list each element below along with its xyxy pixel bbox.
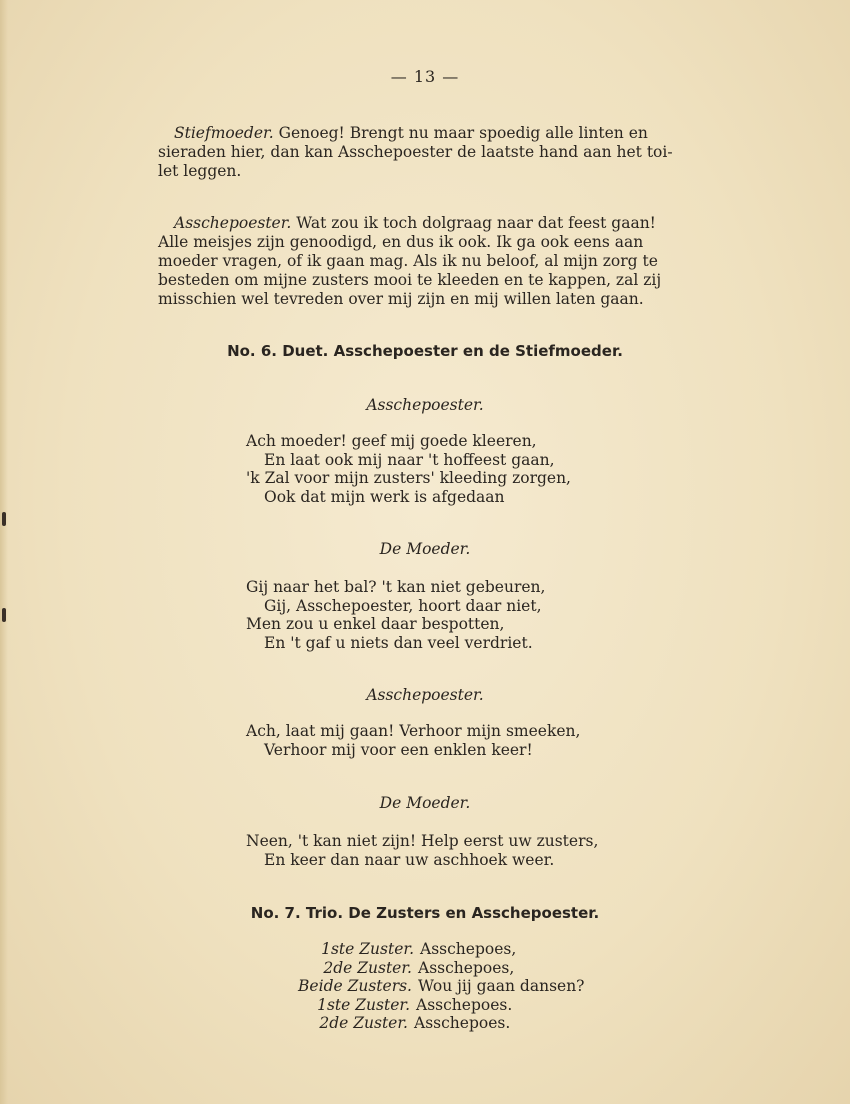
page-number: — 13 — bbox=[390, 67, 460, 86]
trio-row bbox=[270, 1014, 670, 1033]
verse-line: Ach, laat mij gaan! Verhoor mijn smeeken, bbox=[246, 722, 581, 740]
binding-mark bbox=[2, 608, 6, 622]
verse-stanza bbox=[246, 578, 666, 652]
verse-line: Ook dat mijn werk is afgedaan bbox=[264, 487, 505, 506]
trio-lines bbox=[270, 940, 670, 1033]
binding-mark bbox=[2, 512, 6, 526]
verse-line: Verhoor mij voor een enklen keer! bbox=[264, 740, 533, 759]
paragraph-text: Wat zou ik toch dolgraag naar dat feest gaan! bbox=[291, 214, 656, 232]
trio-role: 2de Zuster. bbox=[323, 958, 412, 977]
verse-line: Men zou u enkel daar bespotten, bbox=[246, 615, 505, 633]
trio-role: 2de Zuster. bbox=[319, 1014, 408, 1032]
paragraph-line: besteden om mijne zusters mooi te kleeden en te kappen, zal zij bbox=[158, 271, 662, 289]
trio-text: Asschepoes, bbox=[418, 958, 515, 977]
paragraph-line bbox=[158, 214, 748, 233]
verse-line: Gij, Asschepoester, hoort daar niet, bbox=[264, 596, 542, 615]
dialogue-paragraph bbox=[158, 214, 748, 309]
paragraph-text: Genoeg! Brengt nu maar spoedig alle linten en bbox=[273, 124, 648, 142]
trio-text: Asschepoes. bbox=[416, 995, 513, 1014]
trio-text: Asschepoes, bbox=[420, 940, 517, 958]
paragraph-line: misschien wel tevreden over mij zijn en mij willen laten gaan. bbox=[158, 290, 644, 308]
trio-text: Wou jij gaan dansen? bbox=[418, 977, 585, 995]
verse-line: Ach moeder! geef mij goede kleeren, bbox=[246, 432, 537, 450]
stanza-speaker: De Moeder. bbox=[379, 794, 471, 812]
stanza-speaker: Asschepoester. bbox=[366, 686, 484, 704]
paragraph-line: moeder vragen, of ik gaan mag. Als ik nu beloof, al mijn zorg te bbox=[158, 252, 658, 270]
trio-role: 1ste Zuster. bbox=[321, 940, 414, 958]
verse-line: En 't gaf u niets dan veel verdriet. bbox=[264, 633, 533, 652]
verse-line: En laat ook mij naar 't hoffeest gaan, bbox=[264, 450, 555, 469]
stanza-speaker: Asschepoester. bbox=[366, 396, 484, 414]
dialogue-paragraph bbox=[158, 124, 748, 181]
verse-line: Neen, 't kan niet zijn! Help eerst uw zusters, bbox=[246, 832, 599, 850]
verse-line: 'k Zal voor mijn zusters' kleeding zorgen, bbox=[246, 469, 571, 487]
trio-row bbox=[270, 959, 670, 978]
paragraph-line bbox=[158, 124, 748, 143]
speaker-name: Asschepoester. bbox=[174, 214, 292, 232]
verse-stanza bbox=[246, 722, 666, 759]
trio-row bbox=[270, 977, 670, 996]
trio-row bbox=[270, 940, 670, 959]
paragraph-line: sieraden hier, dan kan Asschepoester de laatste hand aan het toi- bbox=[158, 143, 673, 161]
section-heading-trio: No. 7. Trio. De Zusters en Asschepoester. bbox=[250, 904, 600, 922]
speaker-name: Stiefmoeder. bbox=[174, 124, 274, 142]
stanza-speaker: De Moeder. bbox=[379, 540, 471, 558]
trio-role: Beide Zusters. bbox=[298, 977, 412, 995]
paragraph-line: let leggen. bbox=[158, 162, 242, 180]
trio-text: Asschepoes. bbox=[414, 1014, 511, 1032]
trio-role: 1ste Zuster. bbox=[317, 995, 410, 1014]
trio-row bbox=[270, 996, 670, 1015]
verse-line: En keer dan naar uw aschhoek weer. bbox=[264, 850, 555, 869]
verse-stanza bbox=[246, 832, 666, 869]
verse-stanza bbox=[246, 432, 666, 506]
paragraph-line: Alle meisjes zijn genoodigd, en dus ik ook. Ik ga ook eens aan bbox=[158, 233, 644, 251]
verse-line: Gij naar het bal? 't kan niet gebeuren, bbox=[246, 578, 546, 596]
section-heading-duet: No. 6. Duet. Asschepoester en de Stiefmoeder. bbox=[227, 342, 623, 360]
